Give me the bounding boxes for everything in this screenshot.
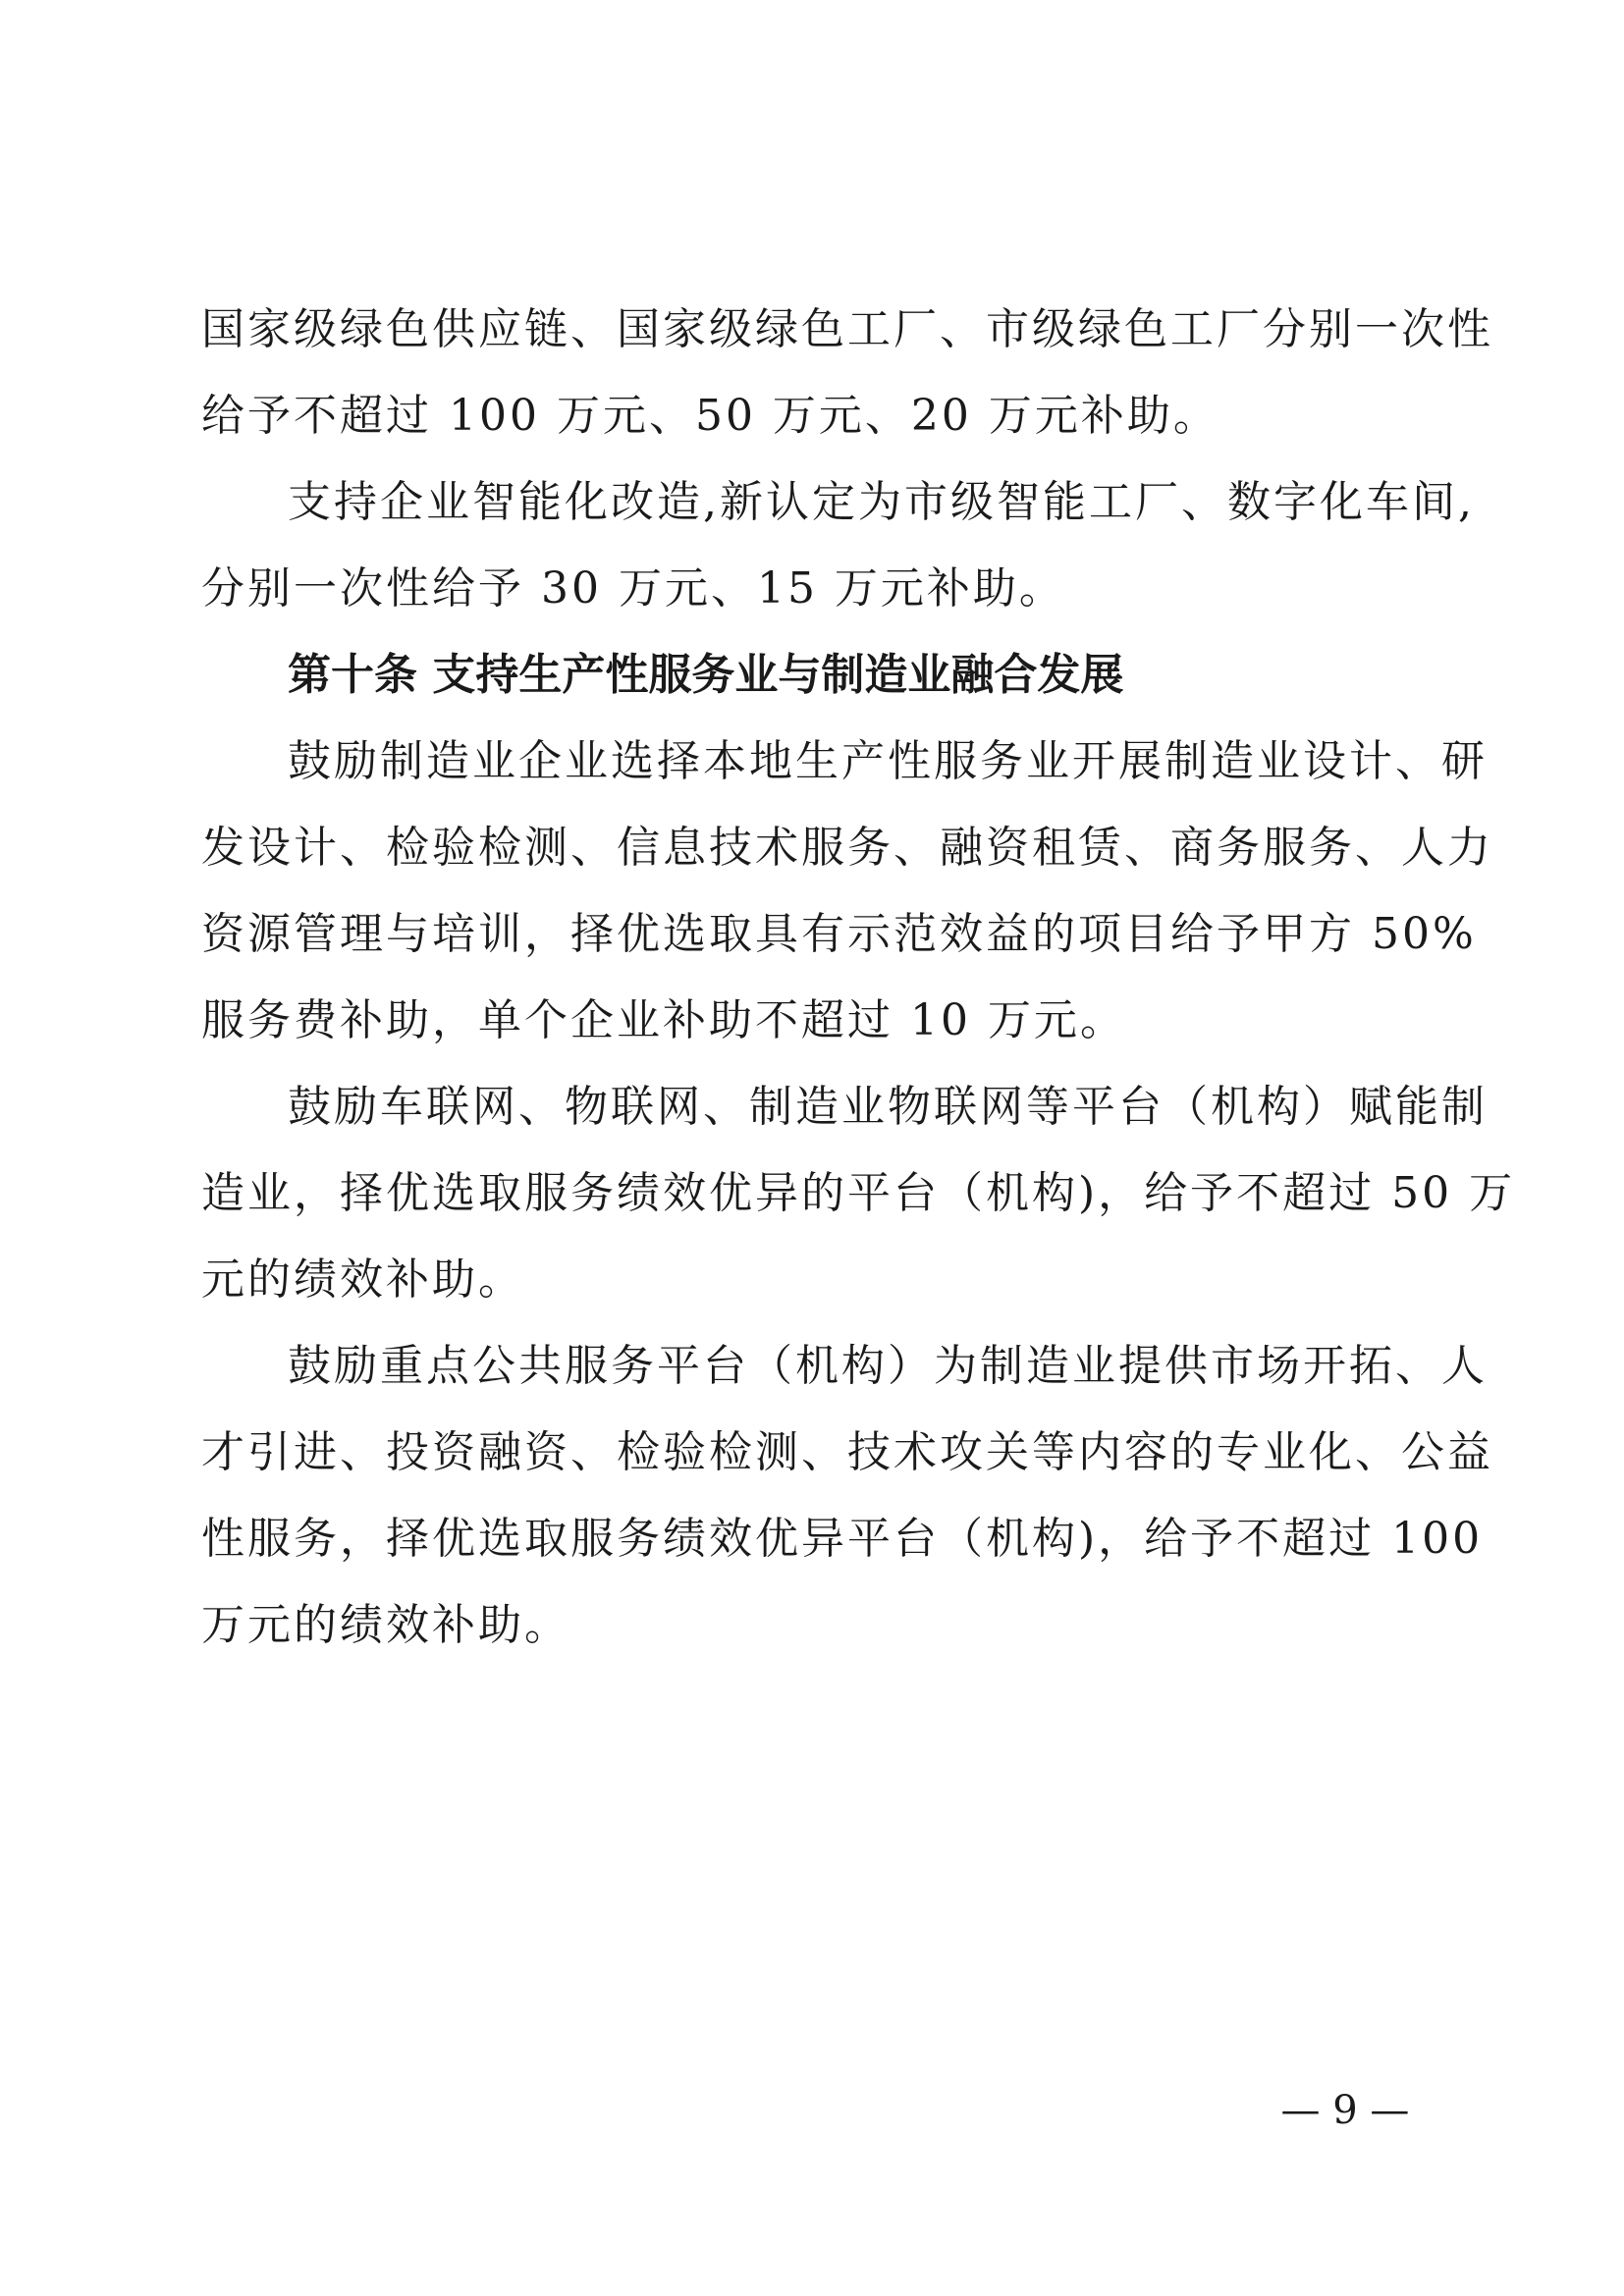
paragraph-line: 鼓励重点公共服务平台（机构）为制造业提供市场开拓、人 <box>288 1341 1488 1391</box>
paragraph-line: 给予不超过 100 万元、50 万元、20 万元补助。 <box>201 391 1219 441</box>
paragraph-line: 造业，择优选取服务绩效优异的平台（机构)，给予不超过 50 万 <box>201 1168 1516 1218</box>
paragraph-line: 服务费补助，单个企业补助不超过 10 万元。 <box>201 995 1126 1045</box>
paragraph-line: 元的绩效补助。 <box>201 1255 524 1305</box>
article-heading: 第十条 支持生产性服务业与制造业融合发展 <box>288 650 1124 700</box>
paragraph-line: 发设计、检验检测、信息技术服务、融资租赁、商务服务、人力 <box>201 823 1493 873</box>
paragraph-line: 万元的绩效补助。 <box>201 1600 570 1650</box>
paragraph-line: 鼓励车联网、物联网、制造业物联网等平台（机构）赋能制 <box>288 1082 1488 1132</box>
paragraph-line: 国家级绿色供应链、国家级绿色工厂、市级绿色工厂分别一次性 <box>201 304 1493 354</box>
paragraph-line: 才引进、投资融资、检验检测、技术攻关等内容的专业化、公益 <box>201 1427 1493 1477</box>
document-body <box>201 287 1516 1669</box>
paragraph-line: 性服务，择优选取服务绩效优异平台（机构)，给予不超过 100 <box>201 1514 1484 1564</box>
page-number: — 9 — <box>1280 2088 1410 2133</box>
paragraph-line: 资源管理与培训，择优选取具有示范效益的项目给予甲方 50% <box>201 909 1477 959</box>
paragraph-line: 分别一次性给予 30 万元、15 万元补助。 <box>201 563 1065 614</box>
paragraph-line: 支持企业智能化改造,新认定为市级智能工厂、数字化车间, <box>288 477 1475 527</box>
paragraph-line: 鼓励制造业企业选择本地生产性服务业开展制造业设计、研 <box>288 736 1488 786</box>
